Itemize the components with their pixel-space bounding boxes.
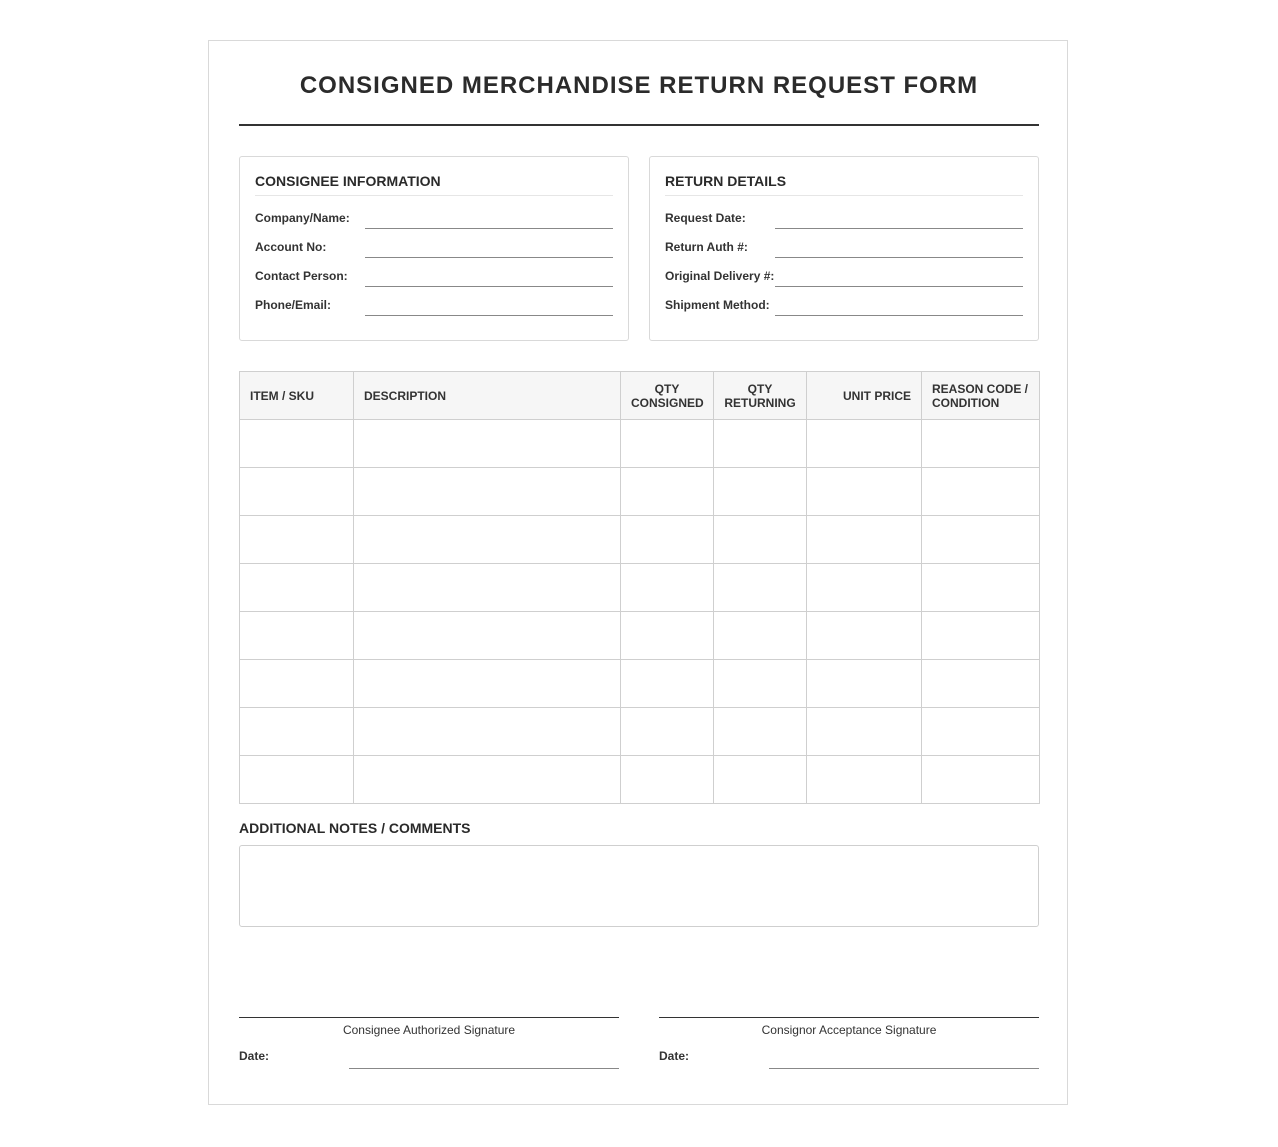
table-row [240, 660, 1040, 708]
table-cell[interactable] [922, 756, 1040, 804]
table-cell[interactable] [354, 516, 621, 564]
table-cell[interactable] [621, 708, 714, 756]
request-date-label: Request Date: [665, 211, 746, 225]
column-header-qty-consigned: QTY CONSIGNED [621, 372, 714, 420]
table-cell[interactable] [714, 756, 807, 804]
page-title: CONSIGNED MERCHANDISE RETURN REQUEST FORM [299, 72, 979, 99]
table-cell[interactable] [240, 468, 354, 516]
table-cell[interactable] [714, 612, 807, 660]
table-row [240, 564, 1040, 612]
consignee-date-label: Date: [239, 1049, 270, 1063]
table-cell[interactable] [807, 564, 922, 612]
table-cell[interactable] [354, 564, 621, 612]
table-row [240, 516, 1040, 564]
company-name-field[interactable] [255, 209, 613, 229]
contact-person-field[interactable] [255, 267, 613, 287]
phone-email-label: Phone/Email: [255, 298, 332, 312]
table-cell[interactable] [807, 708, 922, 756]
form-page [208, 40, 1068, 1105]
table-cell[interactable] [714, 468, 807, 516]
table-cell[interactable] [922, 516, 1040, 564]
original-delivery-line[interactable] [775, 286, 1023, 287]
table-cell[interactable] [240, 564, 354, 612]
items-table [239, 371, 1040, 804]
table-cell[interactable] [807, 420, 922, 468]
table-row [240, 468, 1040, 516]
request-date-line[interactable] [775, 228, 1023, 229]
consignee-signature-block [239, 1017, 619, 1074]
notes-label: ADDITIONAL NOTES / COMMENTS [239, 820, 471, 836]
table-cell[interactable] [240, 612, 354, 660]
table-cell[interactable] [922, 660, 1040, 708]
table-cell[interactable] [354, 660, 621, 708]
table-cell[interactable] [240, 756, 354, 804]
table-cell[interactable] [807, 756, 922, 804]
table-cell[interactable] [240, 660, 354, 708]
table-cell[interactable] [922, 612, 1040, 660]
table-cell[interactable] [621, 564, 714, 612]
consignor-date-line[interactable] [769, 1068, 1039, 1069]
table-cell[interactable] [807, 660, 922, 708]
table-cell[interactable] [714, 420, 807, 468]
table-cell[interactable] [807, 468, 922, 516]
title-divider [239, 124, 1039, 126]
table-cell[interactable] [807, 516, 922, 564]
column-header-item-sku: ITEM / SKU [240, 372, 354, 420]
consignee-date-field[interactable] [239, 1044, 619, 1074]
table-cell[interactable] [714, 564, 807, 612]
table-cell[interactable] [714, 660, 807, 708]
table-cell[interactable] [621, 468, 714, 516]
table-cell[interactable] [621, 612, 714, 660]
table-cell[interactable] [621, 756, 714, 804]
consignor-date-field[interactable] [659, 1044, 1039, 1074]
table-cell[interactable] [922, 468, 1040, 516]
table-cell[interactable] [922, 420, 1040, 468]
table-header-row [240, 372, 1040, 420]
contact-person-line[interactable] [365, 286, 613, 287]
company-name-label: Company/Name: [255, 211, 350, 225]
table-row [240, 708, 1040, 756]
column-header-reason-code: REASON CODE / CONDITION [922, 372, 1040, 420]
consignor-signature-block [659, 1017, 1039, 1074]
request-date-field[interactable] [665, 209, 1023, 229]
account-no-field[interactable] [255, 238, 613, 258]
consignor-signature-caption: Consignor Acceptance Signature [761, 1023, 937, 1037]
phone-email-line[interactable] [365, 315, 613, 316]
account-no-label: Account No: [255, 240, 327, 254]
table-row [240, 612, 1040, 660]
company-name-line[interactable] [365, 228, 613, 229]
return-auth-field[interactable] [665, 238, 1023, 258]
account-no-line[interactable] [365, 257, 613, 258]
table-cell[interactable] [240, 708, 354, 756]
table-cell[interactable] [354, 708, 621, 756]
table-cell[interactable] [240, 516, 354, 564]
column-header-qty-returning: QTY RETURNING [714, 372, 807, 420]
table-cell[interactable] [354, 420, 621, 468]
original-delivery-field[interactable] [665, 267, 1023, 287]
return-auth-label: Return Auth #: [665, 240, 748, 254]
table-cell[interactable] [240, 420, 354, 468]
table-cell[interactable] [621, 420, 714, 468]
consignee-information-panel [239, 156, 629, 341]
notes-textarea[interactable] [239, 845, 1039, 927]
phone-email-field[interactable] [255, 296, 613, 316]
table-cell[interactable] [807, 612, 922, 660]
return-details-panel [649, 156, 1039, 341]
consignor-date-label: Date: [659, 1049, 690, 1063]
table-cell[interactable] [922, 708, 1040, 756]
contact-person-label: Contact Person: [255, 269, 348, 283]
consignee-information-heading: CONSIGNEE INFORMATION [255, 173, 613, 196]
table-cell[interactable] [621, 516, 714, 564]
table-cell[interactable] [714, 516, 807, 564]
shipment-method-field[interactable] [665, 296, 1023, 316]
shipment-method-label: Shipment Method: [665, 298, 770, 312]
table-cell[interactable] [922, 564, 1040, 612]
return-auth-line[interactable] [775, 257, 1023, 258]
column-header-description: DESCRIPTION [354, 372, 621, 420]
table-cell[interactable] [354, 468, 621, 516]
shipment-method-line[interactable] [775, 315, 1023, 316]
table-cell[interactable] [714, 708, 807, 756]
consignee-signature-caption: Consignee Authorized Signature [342, 1023, 516, 1037]
consignee-date-line[interactable] [349, 1068, 619, 1069]
column-header-unit-price: UNIT PRICE [807, 372, 922, 420]
consignee-signature-line[interactable] [239, 1017, 619, 1018]
table-cell[interactable] [354, 612, 621, 660]
original-delivery-label: Original Delivery #: [665, 269, 775, 283]
table-cell[interactable] [354, 756, 621, 804]
table-row [240, 756, 1040, 804]
table-cell[interactable] [621, 660, 714, 708]
table-row [240, 420, 1040, 468]
return-details-heading: RETURN DETAILS [665, 173, 1023, 196]
consignor-signature-line[interactable] [659, 1017, 1039, 1018]
